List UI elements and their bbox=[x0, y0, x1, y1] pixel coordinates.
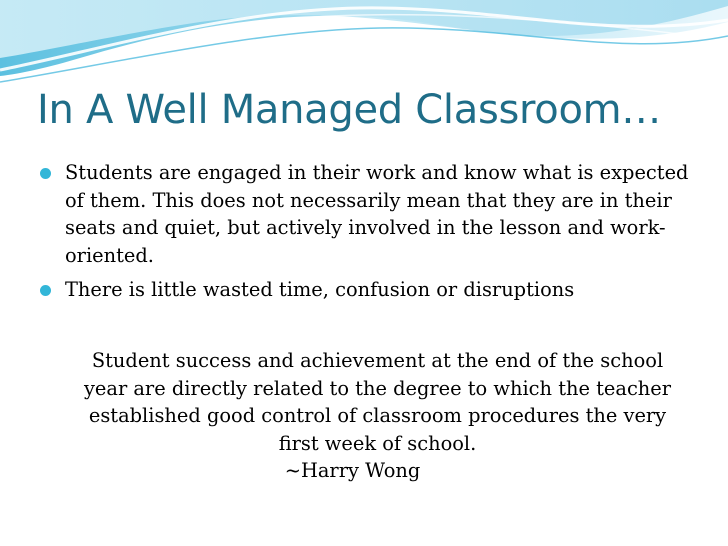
quote-text: Student success and achievement at the end of the school year are directly related to the degree to which the teacher established good control of classroom procedures the very first week of school. bbox=[83, 349, 672, 455]
bullet-item bbox=[40, 159, 700, 269]
slide-title: In A Well Managed Classroom… bbox=[37, 87, 662, 133]
bullet-dot-icon bbox=[40, 285, 51, 296]
wave-header-decoration bbox=[0, 0, 728, 92]
bullet-item bbox=[40, 276, 700, 304]
bullet-list bbox=[40, 159, 700, 311]
bullet-text: There is little wasted time, confusion or disruptions bbox=[65, 278, 575, 301]
quote-block bbox=[70, 347, 685, 485]
bullet-text: Students are engaged in their work and know what is expected of them. This does not necessarily mean that they are in their seats and quiet, but actively involved in the lesson and work-oriented. bbox=[65, 161, 689, 267]
bullet-dot-icon bbox=[40, 168, 51, 179]
quote-author: ~Harry Wong bbox=[284, 459, 421, 482]
